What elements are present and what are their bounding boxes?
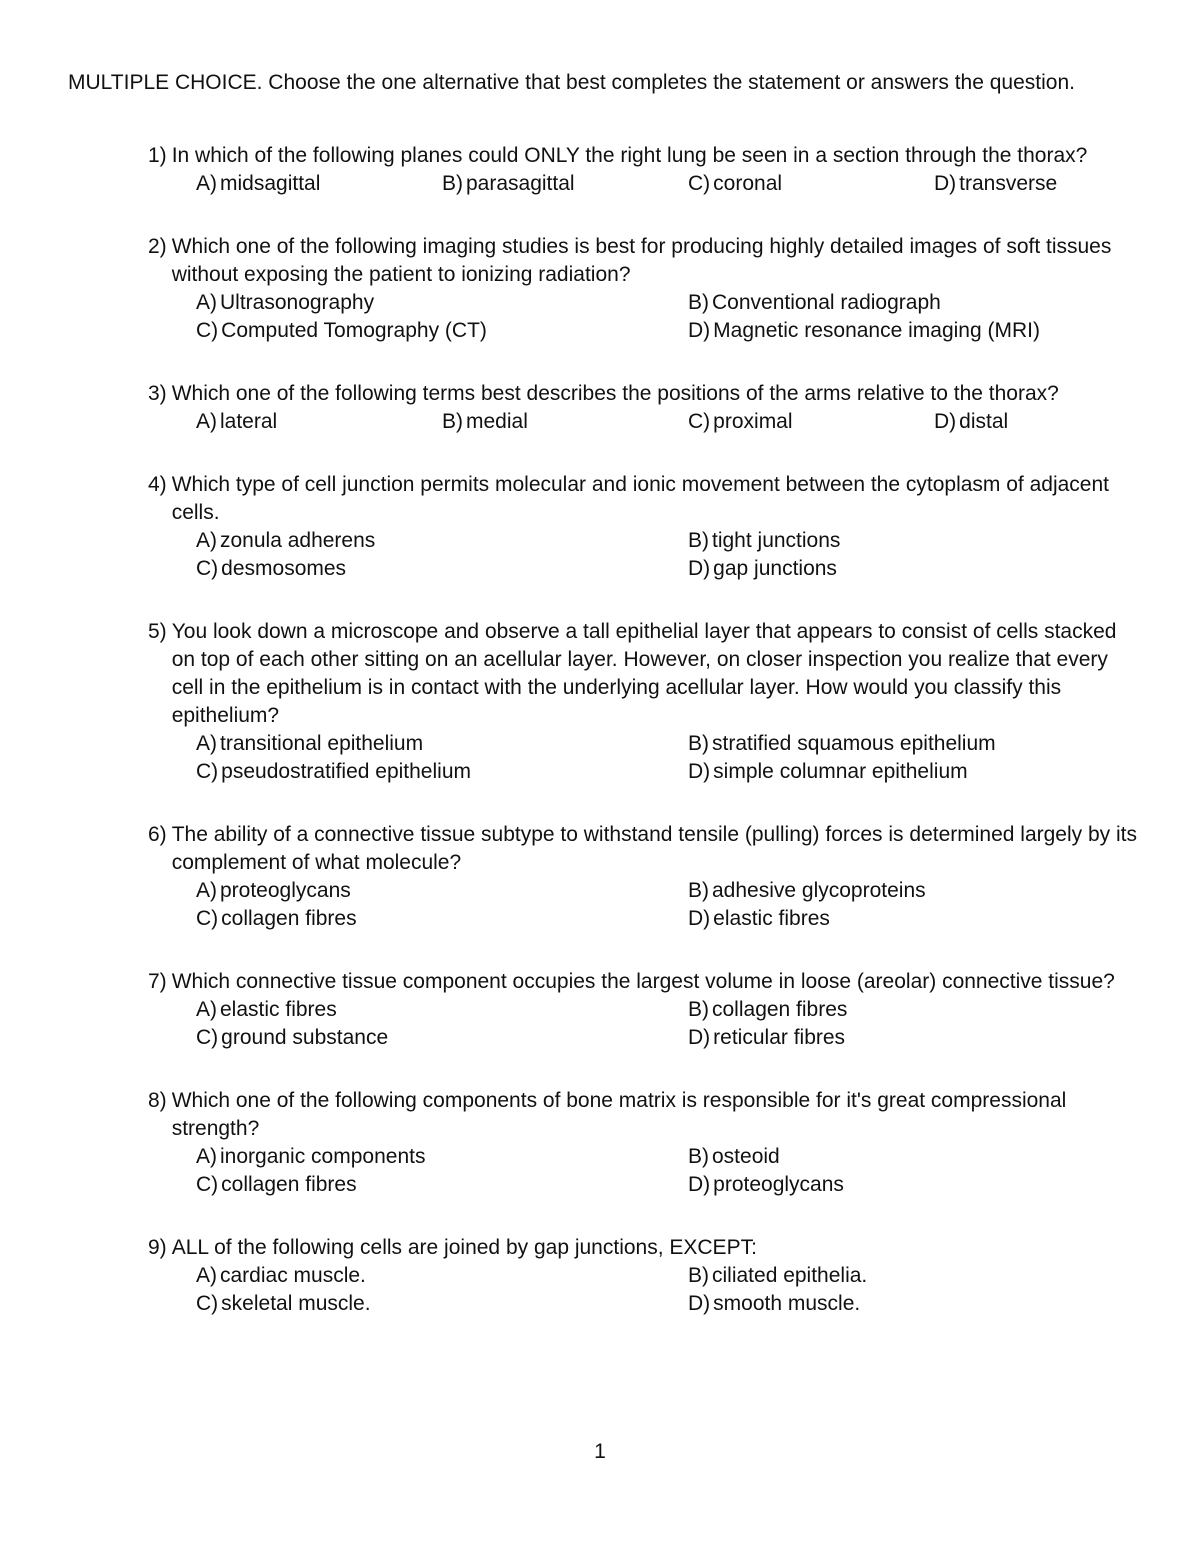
choices	[196, 527, 1138, 583]
choice-d: D) reticular fibres	[688, 1024, 1180, 1052]
choice-text: coronal	[713, 172, 783, 195]
question-4	[148, 471, 1138, 583]
choice-a: A) proteoglycans	[196, 877, 688, 905]
choice-text: lateral	[220, 410, 278, 433]
choice-text: Conventional radiograph	[712, 291, 941, 314]
choice-text: ciliated epithelia.	[712, 1264, 868, 1287]
choice-d: D) Magnetic resonance imaging (MRI)	[688, 317, 1180, 345]
question-number: 2)	[148, 235, 167, 258]
question-text: Which type of cell junction permits molecular and ionic movement between the cytoplasm of adjacent cells.	[171, 473, 1109, 524]
choice-text: simple columnar epithelium	[713, 760, 968, 783]
choice-text: medial	[466, 410, 528, 433]
question-6	[148, 821, 1138, 933]
choice-text: pseudostratified epithelium	[221, 760, 471, 783]
question-9	[148, 1234, 1138, 1318]
choices	[196, 996, 1138, 1052]
question-text: ALL of the following cells are joined by gap junctions, EXCEPT:	[171, 1236, 757, 1259]
question-3	[148, 380, 1138, 436]
question-text: Which connective tissue component occupies the largest volume in loose (areolar) connective tissue?	[171, 970, 1115, 993]
choice-text: gap junctions	[713, 557, 837, 580]
choice-c: C) skeletal muscle.	[196, 1290, 688, 1318]
question-8	[148, 1087, 1138, 1199]
choice-text: smooth muscle.	[713, 1292, 861, 1315]
choice-text: collagen fibres	[712, 998, 848, 1021]
choice-c: C) desmosomes	[196, 555, 688, 583]
choice-text: distal	[959, 410, 1009, 433]
question-2	[148, 233, 1138, 345]
choice-text: cardiac muscle.	[220, 1264, 366, 1287]
question-text: Which one of the following terms best describes the positions of the arms relative to the thorax?	[171, 382, 1059, 405]
question-number: 8)	[148, 1089, 167, 1112]
question-5	[148, 618, 1138, 786]
question-text: Which one of the following imaging studies is best for producing highly detailed images of soft tissues without exposing the patient to ionizing radiation?	[171, 235, 1112, 286]
choices	[196, 730, 1138, 786]
choice-a: A) zonula adherens	[196, 527, 688, 555]
choice-text: Ultrasonography	[220, 291, 375, 314]
choice-text: skeletal muscle.	[221, 1292, 371, 1315]
choice-text: desmosomes	[221, 557, 347, 580]
choice-b: B) adhesive glycoproteins	[688, 877, 1180, 905]
choice-text: stratified squamous epithelium	[712, 732, 996, 755]
choices	[196, 877, 1138, 933]
choice-d: D) elastic fibres	[688, 905, 1180, 933]
choice-a: A) cardiac muscle.	[196, 1262, 688, 1290]
choice-b: B) ciliated epithelia.	[688, 1262, 1180, 1290]
choice-text: inorganic components	[220, 1145, 426, 1168]
choice-b: B) collagen fibres	[688, 996, 1180, 1024]
question-number: 9)	[148, 1236, 167, 1259]
choice-d: D) distal	[934, 408, 1180, 436]
choice-text: elastic fibres	[220, 998, 337, 1021]
choice-b: B) medial	[442, 408, 688, 436]
question-number: 3)	[148, 382, 167, 405]
question-number: 4)	[148, 473, 167, 496]
question-number: 7)	[148, 970, 167, 993]
question-7	[148, 968, 1138, 1052]
choice-text: proteoglycans	[220, 879, 351, 902]
choice-a: A) lateral	[196, 408, 442, 436]
choice-c: C) proximal	[688, 408, 934, 436]
choice-c: C) collagen fibres	[196, 905, 688, 933]
choice-c: C) coronal	[688, 170, 934, 198]
choice-text: elastic fibres	[713, 907, 830, 930]
choice-text: parasagittal	[466, 172, 575, 195]
choice-text: ground substance	[221, 1026, 389, 1049]
choice-d: D) simple columnar epithelium	[688, 758, 1180, 786]
choices	[196, 1143, 1138, 1199]
choice-b: B) stratified squamous epithelium	[688, 730, 1180, 758]
choice-a: A) inorganic components	[196, 1143, 688, 1171]
question-text: The ability of a connective tissue subtype to withstand tensile (pulling) forces is determined largely by its complement of what molecule?	[171, 823, 1138, 874]
choice-c: C) pseudostratified epithelium	[196, 758, 688, 786]
choice-a: A) transitional epithelium	[196, 730, 688, 758]
choice-b: B) tight junctions	[688, 527, 1180, 555]
choice-d: D) proteoglycans	[688, 1171, 1180, 1199]
choice-text: transverse	[959, 172, 1058, 195]
choice-text: osteoid	[712, 1145, 780, 1168]
choice-b: B) parasagittal	[442, 170, 688, 198]
choice-text: Magnetic resonance imaging (MRI)	[713, 319, 1040, 342]
choice-d: D) transverse	[934, 170, 1180, 198]
choice-b: B) osteoid	[688, 1143, 1180, 1171]
choices	[196, 170, 1138, 198]
choice-c: C) Computed Tomography (CT)	[196, 317, 688, 345]
choice-text: tight junctions	[712, 529, 841, 552]
question-number: 5)	[148, 620, 167, 643]
choice-a: A) elastic fibres	[196, 996, 688, 1024]
choice-text: adhesive glycoproteins	[712, 879, 926, 902]
question-list	[148, 142, 1138, 1353]
choice-text: proteoglycans	[713, 1173, 844, 1196]
choice-text: proximal	[713, 410, 793, 433]
choice-text: collagen fibres	[221, 1173, 357, 1196]
choice-a: A) midsagittal	[196, 170, 442, 198]
choice-b: B) Conventional radiograph	[688, 289, 1180, 317]
choice-c: C) ground substance	[196, 1024, 688, 1052]
choices	[196, 408, 1138, 436]
page-number: 1	[594, 1440, 606, 1463]
choice-text: Computed Tomography (CT)	[221, 319, 487, 342]
question-number: 1)	[148, 144, 167, 167]
choice-c: C) collagen fibres	[196, 1171, 688, 1199]
choice-text: reticular fibres	[713, 1026, 846, 1049]
choices	[196, 1262, 1138, 1318]
choice-text: zonula adherens	[220, 529, 376, 552]
choice-text: midsagittal	[220, 172, 321, 195]
instructions: MULTIPLE CHOICE. Choose the one alternative that best completes the statement or answers the question.	[68, 71, 1075, 94]
question-text: Which one of the following components of bone matrix is responsible for it's great compressional strength?	[171, 1089, 1067, 1140]
choice-text: transitional epithelium	[220, 732, 424, 755]
question-text: You look down a microscope and observe a tall epithelial layer that appears to consist of cells stacked on top of each other sitting on an acellular layer. However, on closer inspection you realize that every cell in the epithelium is in contact with the underlying acellular layer. How would you classify this epithelium?	[171, 620, 1117, 727]
choice-d: D) smooth muscle.	[688, 1290, 1180, 1318]
choice-d: D) gap junctions	[688, 555, 1180, 583]
question-1	[148, 142, 1138, 198]
question-text: In which of the following planes could ONLY the right lung be seen in a section through the thorax?	[171, 144, 1088, 167]
choice-a: A) Ultrasonography	[196, 289, 688, 317]
choices	[196, 289, 1138, 345]
question-number: 6)	[148, 823, 167, 846]
choice-text: collagen fibres	[221, 907, 357, 930]
